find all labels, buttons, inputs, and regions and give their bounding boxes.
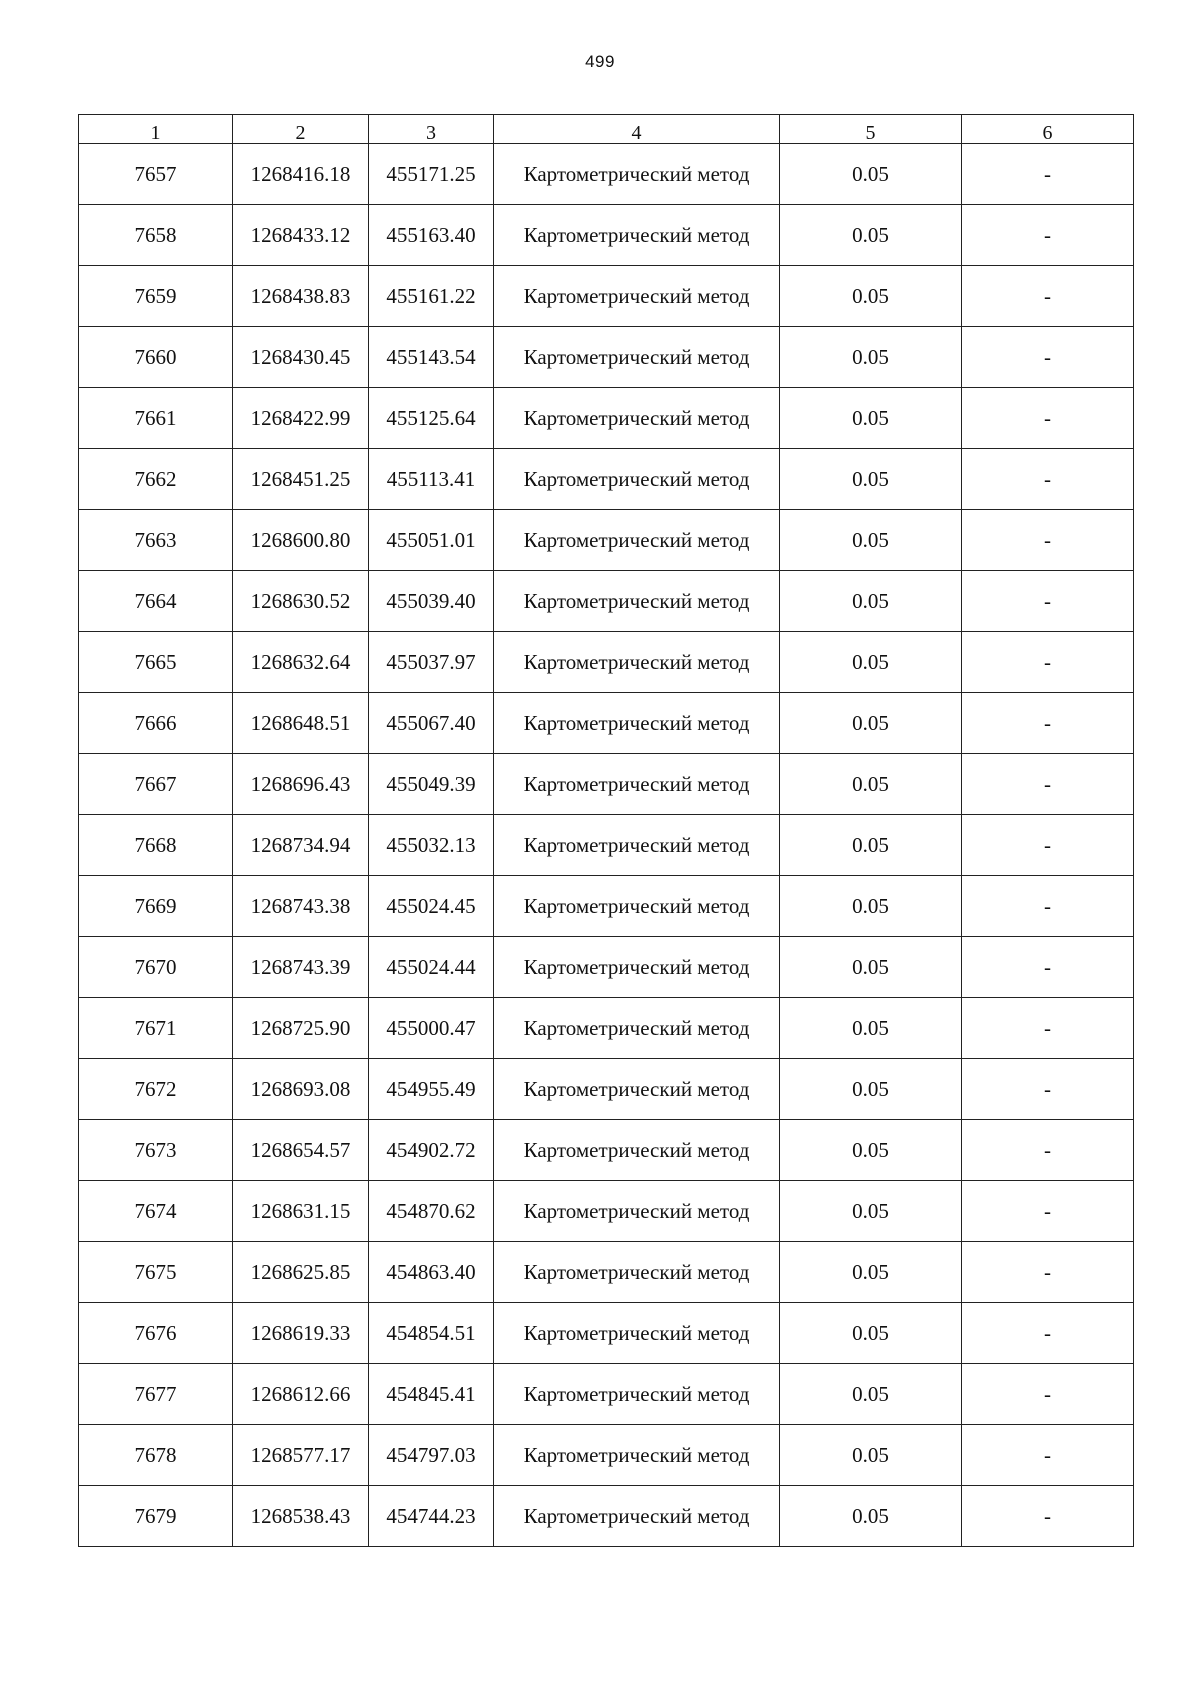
note-cell: - — [962, 510, 1134, 571]
method-cell: Картометрический метод — [494, 998, 780, 1059]
x-coordinate-cell: 1268422.99 — [233, 388, 369, 449]
y-coordinate-cell: 454845.41 — [369, 1364, 494, 1425]
x-coordinate-cell: 1268433.12 — [233, 205, 369, 266]
column-header: 5 — [780, 115, 962, 144]
note-cell: - — [962, 998, 1134, 1059]
method-cell: Картометрический метод — [494, 693, 780, 754]
table-row — [79, 876, 1134, 937]
table-row — [79, 266, 1134, 327]
page-number: 499 — [585, 52, 615, 71]
method-cell: Картометрический метод — [494, 1425, 780, 1486]
y-coordinate-cell: 455000.47 — [369, 998, 494, 1059]
y-coordinate-cell: 454854.51 — [369, 1303, 494, 1364]
table-row — [79, 693, 1134, 754]
x-coordinate-cell: 1268600.80 — [233, 510, 369, 571]
table-row — [79, 998, 1134, 1059]
note-cell: - — [962, 1486, 1134, 1547]
point-number-cell: 7668 — [79, 815, 233, 876]
method-cell: Картометрический метод — [494, 632, 780, 693]
note-cell: - — [962, 937, 1134, 998]
x-coordinate-cell: 1268631.15 — [233, 1181, 369, 1242]
column-header: 3 — [369, 115, 494, 144]
note-cell: - — [962, 1364, 1134, 1425]
table-row — [79, 388, 1134, 449]
column-header: 4 — [494, 115, 780, 144]
accuracy-cell: 0.05 — [780, 205, 962, 266]
note-cell: - — [962, 144, 1134, 205]
method-cell: Картометрический метод — [494, 571, 780, 632]
note-cell: - — [962, 754, 1134, 815]
x-coordinate-cell: 1268648.51 — [233, 693, 369, 754]
accuracy-cell: 0.05 — [780, 1364, 962, 1425]
point-number-cell: 7671 — [79, 998, 233, 1059]
y-coordinate-cell: 455039.40 — [369, 571, 494, 632]
method-cell: Картометрический метод — [494, 815, 780, 876]
table-row — [79, 1364, 1134, 1425]
method-cell: Картометрический метод — [494, 1303, 780, 1364]
note-cell: - — [962, 1181, 1134, 1242]
y-coordinate-cell: 454797.03 — [369, 1425, 494, 1486]
point-number-cell: 7667 — [79, 754, 233, 815]
method-cell: Картометрический метод — [494, 754, 780, 815]
x-coordinate-cell: 1268430.45 — [233, 327, 369, 388]
accuracy-cell: 0.05 — [780, 1120, 962, 1181]
y-coordinate-cell: 455163.40 — [369, 205, 494, 266]
point-number-cell: 7658 — [79, 205, 233, 266]
accuracy-cell: 0.05 — [780, 327, 962, 388]
table-row — [79, 144, 1134, 205]
method-cell: Картометрический метод — [494, 1364, 780, 1425]
table-row — [79, 1059, 1134, 1120]
accuracy-cell: 0.05 — [780, 1181, 962, 1242]
column-header: 2 — [233, 115, 369, 144]
point-number-cell: 7666 — [79, 693, 233, 754]
accuracy-cell: 0.05 — [780, 266, 962, 327]
point-number-cell: 7670 — [79, 937, 233, 998]
accuracy-cell: 0.05 — [780, 815, 962, 876]
x-coordinate-cell: 1268416.18 — [233, 144, 369, 205]
note-cell: - — [962, 449, 1134, 510]
point-number-cell: 7672 — [79, 1059, 233, 1120]
note-cell: - — [962, 571, 1134, 632]
x-coordinate-cell: 1268743.39 — [233, 937, 369, 998]
point-number-cell: 7657 — [79, 144, 233, 205]
accuracy-cell: 0.05 — [780, 510, 962, 571]
y-coordinate-cell: 454955.49 — [369, 1059, 494, 1120]
point-number-cell: 7663 — [79, 510, 233, 571]
accuracy-cell: 0.05 — [780, 388, 962, 449]
note-cell: - — [962, 1303, 1134, 1364]
x-coordinate-cell: 1268625.85 — [233, 1242, 369, 1303]
y-coordinate-cell: 455161.22 — [369, 266, 494, 327]
accuracy-cell: 0.05 — [780, 876, 962, 937]
table-header-row — [79, 115, 1134, 144]
x-coordinate-cell: 1268734.94 — [233, 815, 369, 876]
column-header: 1 — [79, 115, 233, 144]
accuracy-cell: 0.05 — [780, 571, 962, 632]
method-cell: Картометрический метод — [494, 1242, 780, 1303]
y-coordinate-cell: 455143.54 — [369, 327, 494, 388]
y-coordinate-cell: 455049.39 — [369, 754, 494, 815]
note-cell: - — [962, 205, 1134, 266]
method-cell: Картометрический метод — [494, 327, 780, 388]
table-body — [79, 144, 1134, 1547]
method-cell: Картометрический метод — [494, 1120, 780, 1181]
x-coordinate-cell: 1268632.64 — [233, 632, 369, 693]
x-coordinate-cell: 1268743.38 — [233, 876, 369, 937]
note-cell: - — [962, 1242, 1134, 1303]
y-coordinate-cell: 455067.40 — [369, 693, 494, 754]
point-number-cell: 7661 — [79, 388, 233, 449]
method-cell: Картометрический метод — [494, 510, 780, 571]
table-row — [79, 1425, 1134, 1486]
coordinates-table — [78, 114, 1134, 1547]
table-row — [79, 1303, 1134, 1364]
point-number-cell: 7675 — [79, 1242, 233, 1303]
accuracy-cell: 0.05 — [780, 1242, 962, 1303]
method-cell: Картометрический метод — [494, 876, 780, 937]
y-coordinate-cell: 455024.44 — [369, 937, 494, 998]
x-coordinate-cell: 1268612.66 — [233, 1364, 369, 1425]
note-cell: - — [962, 1120, 1134, 1181]
table-row — [79, 937, 1134, 998]
table-row — [79, 449, 1134, 510]
table-row — [79, 510, 1134, 571]
accuracy-cell: 0.05 — [780, 1425, 962, 1486]
note-cell: - — [962, 632, 1134, 693]
accuracy-cell: 0.05 — [780, 998, 962, 1059]
x-coordinate-cell: 1268538.43 — [233, 1486, 369, 1547]
note-cell: - — [962, 1425, 1134, 1486]
accuracy-cell: 0.05 — [780, 693, 962, 754]
column-header: 6 — [962, 115, 1134, 144]
method-cell: Картометрический метод — [494, 144, 780, 205]
method-cell: Картометрический метод — [494, 388, 780, 449]
point-number-cell: 7673 — [79, 1120, 233, 1181]
point-number-cell: 7678 — [79, 1425, 233, 1486]
point-number-cell: 7660 — [79, 327, 233, 388]
y-coordinate-cell: 455125.64 — [369, 388, 494, 449]
accuracy-cell: 0.05 — [780, 449, 962, 510]
y-coordinate-cell: 455113.41 — [369, 449, 494, 510]
point-number-cell: 7676 — [79, 1303, 233, 1364]
method-cell: Картометрический метод — [494, 1486, 780, 1547]
y-coordinate-cell: 455037.97 — [369, 632, 494, 693]
method-cell: Картометрический метод — [494, 937, 780, 998]
method-cell: Картометрический метод — [494, 449, 780, 510]
x-coordinate-cell: 1268654.57 — [233, 1120, 369, 1181]
y-coordinate-cell: 454870.62 — [369, 1181, 494, 1242]
accuracy-cell: 0.05 — [780, 937, 962, 998]
point-number-cell: 7662 — [79, 449, 233, 510]
table-row — [79, 1181, 1134, 1242]
note-cell: - — [962, 1059, 1134, 1120]
note-cell: - — [962, 876, 1134, 937]
method-cell: Картометрический метод — [494, 1059, 780, 1120]
accuracy-cell: 0.05 — [780, 1486, 962, 1547]
y-coordinate-cell: 455051.01 — [369, 510, 494, 571]
point-number-cell: 7679 — [79, 1486, 233, 1547]
accuracy-cell: 0.05 — [780, 632, 962, 693]
accuracy-cell: 0.05 — [780, 1303, 962, 1364]
y-coordinate-cell: 454744.23 — [369, 1486, 494, 1547]
table-row — [79, 1242, 1134, 1303]
method-cell: Картометрический метод — [494, 1181, 780, 1242]
table-row — [79, 632, 1134, 693]
x-coordinate-cell: 1268693.08 — [233, 1059, 369, 1120]
x-coordinate-cell: 1268619.33 — [233, 1303, 369, 1364]
note-cell: - — [962, 693, 1134, 754]
point-number-cell: 7659 — [79, 266, 233, 327]
point-number-cell: 7665 — [79, 632, 233, 693]
x-coordinate-cell: 1268696.43 — [233, 754, 369, 815]
y-coordinate-cell: 454902.72 — [369, 1120, 494, 1181]
accuracy-cell: 0.05 — [780, 144, 962, 205]
method-cell: Картометрический метод — [494, 266, 780, 327]
x-coordinate-cell: 1268577.17 — [233, 1425, 369, 1486]
x-coordinate-cell: 1268451.25 — [233, 449, 369, 510]
x-coordinate-cell: 1268438.83 — [233, 266, 369, 327]
y-coordinate-cell: 454863.40 — [369, 1242, 494, 1303]
table-row — [79, 815, 1134, 876]
table-row — [79, 571, 1134, 632]
table-row — [79, 754, 1134, 815]
y-coordinate-cell: 455171.25 — [369, 144, 494, 205]
accuracy-cell: 0.05 — [780, 754, 962, 815]
table-row — [79, 205, 1134, 266]
x-coordinate-cell: 1268725.90 — [233, 998, 369, 1059]
note-cell: - — [962, 266, 1134, 327]
table-row — [79, 327, 1134, 388]
point-number-cell: 7677 — [79, 1364, 233, 1425]
table-row — [79, 1486, 1134, 1547]
note-cell: - — [962, 815, 1134, 876]
y-coordinate-cell: 455024.45 — [369, 876, 494, 937]
x-coordinate-cell: 1268630.52 — [233, 571, 369, 632]
point-number-cell: 7674 — [79, 1181, 233, 1242]
note-cell: - — [962, 388, 1134, 449]
point-number-cell: 7669 — [79, 876, 233, 937]
y-coordinate-cell: 455032.13 — [369, 815, 494, 876]
table-row — [79, 1120, 1134, 1181]
accuracy-cell: 0.05 — [780, 1059, 962, 1120]
point-number-cell: 7664 — [79, 571, 233, 632]
method-cell: Картометрический метод — [494, 205, 780, 266]
note-cell: - — [962, 327, 1134, 388]
